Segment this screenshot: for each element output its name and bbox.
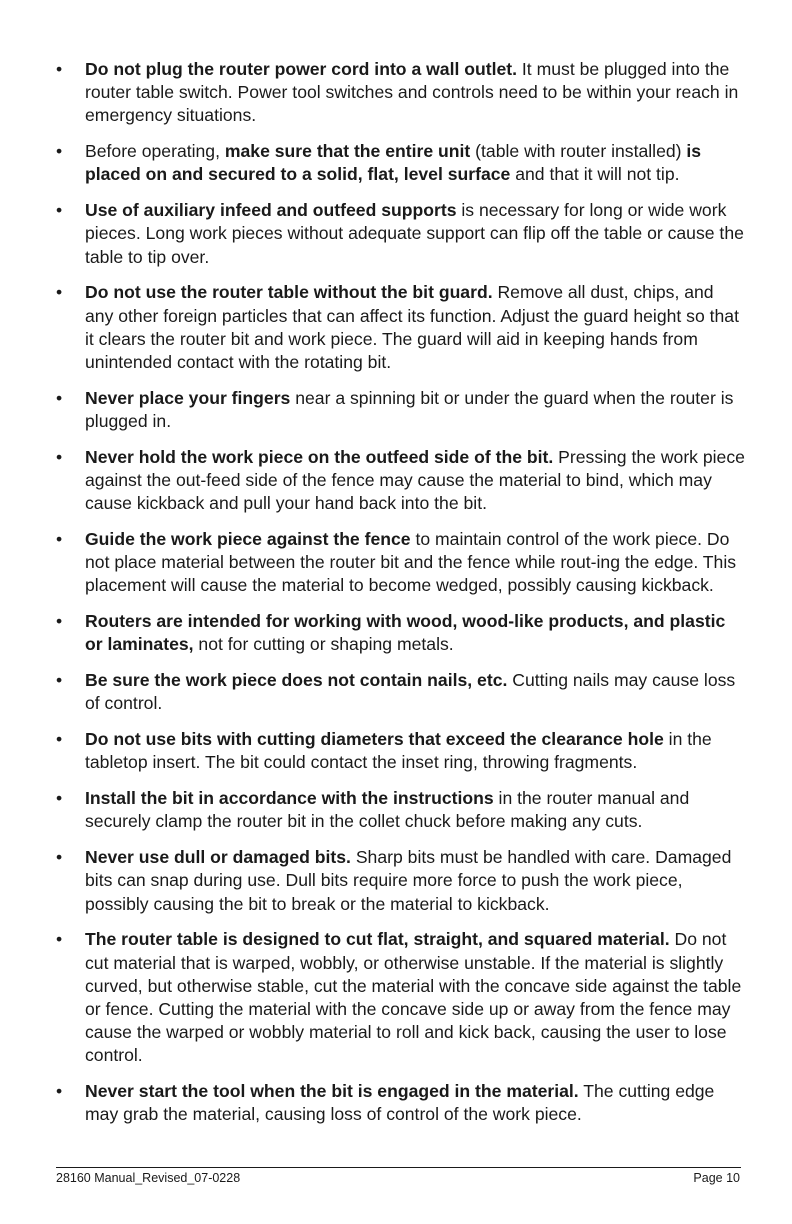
list-item-text: [85, 529, 736, 595]
bullet-marker: •: [56, 847, 63, 868]
list-item-text: [85, 141, 701, 184]
body-text: Remove all dust, chips, and any other foreign particles that can affect its function. Adjust the guard height so that it clears the router bit and work piece. The guard will aid in keeping hands from unintended contact with the rotating bit.: [85, 282, 739, 373]
bold-lead: Do not plug the router power cord into a wall outlet.: [85, 59, 518, 79]
bullet-marker: •: [56, 446, 63, 467]
bold-lead: Install the bit in accordance with the instructions: [85, 788, 494, 809]
list-item-text: [85, 788, 689, 831]
body-text: not for cutting or shaping metals.: [193, 634, 454, 655]
list-item: [56, 846, 746, 916]
list-item: [56, 58, 746, 128]
bullet-marker: •: [56, 1081, 63, 1102]
body-text-lead: Before operating,: [85, 141, 225, 162]
list-item-text: [85, 847, 731, 913]
body-text: near a spinning bit or under the guard when the router is plugged in.: [85, 387, 734, 432]
list-item: [56, 928, 746, 1067]
list-item: [56, 387, 746, 433]
bold-lead: make sure that the entire unit: [224, 141, 471, 162]
list-item-text: [85, 388, 733, 431]
bullet-marker: •: [56, 929, 63, 950]
bold-secondary: is placed on and secured to a solid, flat, level surface: [85, 141, 702, 185]
bold-lead: Never use dull or damaged bits.: [85, 847, 351, 868]
list-item: [56, 728, 746, 774]
bold-lead: Do not use the router table without the bit guard.: [85, 282, 493, 303]
bullet-marker: •: [56, 282, 63, 303]
body-text: Pressing the work piece against the out-feed side of the fence may cause the material to bind, which may cause kickback and pull your hand back into the bit.: [85, 446, 745, 514]
list-item: [56, 610, 746, 656]
list-item-text: [85, 611, 725, 654]
bullet-marker: •: [56, 788, 63, 809]
list-item-text: [85, 447, 745, 513]
bullet-marker: •: [56, 670, 63, 691]
body-text: It must be plugged into the router table switch. Power tool switches and controls need to be within your reach in emergency situations.: [85, 59, 739, 126]
list-item: [56, 140, 746, 186]
list-item-text: [85, 729, 712, 772]
bullet-marker: •: [56, 611, 63, 632]
list-item-text: [85, 929, 741, 1065]
list-item: [56, 787, 746, 833]
list-item-text: [85, 1081, 714, 1124]
bullet-marker: •: [56, 141, 63, 162]
bold-lead: Never hold the work piece on the outfeed side of the bit.: [85, 446, 554, 467]
bold-lead: Never place your fingers: [85, 387, 291, 408]
bold-lead: Guide the work piece against the fence: [85, 529, 411, 550]
list-item-text: [85, 59, 738, 125]
list-item: [56, 281, 746, 374]
body-text: to maintain control of the work piece. Do not place material between the router bit and the fence while rout-ing the edge. This placement will cause the material to become wedged, possibly causing kickback.: [85, 529, 737, 596]
footer-page-number: Page 10: [693, 1171, 740, 1185]
body-text: Sharp bits must be handled with care. Damaged bits can snap during use. Dull bits require more force to push the work piece, possibly causing the bit to break or the material to kickback.: [85, 847, 732, 914]
body-text: is necessary for long or wide work pieces. Long work pieces without adequate support can flip off the table or cause the table to tip over.: [85, 200, 744, 267]
body-text: in the router manual and securely clamp the router bit in the collet chuck before making any cuts.: [85, 788, 690, 832]
list-item-text: [85, 200, 744, 266]
list-item: [56, 1080, 746, 1126]
list-item-text: [85, 282, 739, 372]
body-text: The cutting edge may grab the material, causing loss of control of the work piece.: [85, 1081, 715, 1125]
list-item-text: [85, 670, 735, 713]
bold-lead: Routers are intended for working with wood, wood-like products, and plastic or laminates,: [85, 611, 726, 655]
bullet-marker: •: [56, 729, 63, 750]
bold-lead: Be sure the work piece does not contain nails, etc.: [85, 670, 508, 691]
bold-lead: The router table is designed to cut flat, straight, and squared material.: [85, 929, 670, 950]
list-item: [56, 199, 746, 269]
bullet-marker: •: [56, 200, 63, 221]
footer-divider: [56, 1167, 741, 1168]
list-item: [56, 446, 746, 516]
bold-lead: Do not use bits with cutting diameters that exceed the clearance hole: [85, 729, 664, 750]
body-text: Do not cut material that is warped, wobbly, or otherwise unstable. If the material is slightly curved, but otherwise stable, cut the material with the concave side against the table or fence. Cutting the material with the concave side up or away from the fence may cause the warped or wobbly material to roll and kick back, causing the user to lose control.: [85, 929, 742, 1066]
bold-lead: Use of auxiliary infeed and outfeed supports: [85, 200, 457, 221]
bullet-marker: •: [56, 59, 63, 79]
list-item: [56, 528, 746, 598]
body-text: in the tabletop insert. The bit could contact the inset ring, throwing fragments.: [85, 729, 712, 773]
footer-document-id: 28160 Manual_Revised_07-0228: [56, 1171, 241, 1185]
body-text: Cutting nails may cause loss of control.: [85, 670, 736, 714]
safety-instructions-list: [56, 58, 746, 1139]
bullet-marker: •: [56, 387, 63, 408]
body-text-mid: (table with router installed): [470, 141, 687, 162]
bold-lead: Never start the tool when the bit is engaged in the material.: [85, 1081, 579, 1102]
list-item: [56, 669, 746, 715]
bullet-marker: •: [56, 529, 63, 550]
body-text: and that it will not tip.: [510, 164, 680, 185]
